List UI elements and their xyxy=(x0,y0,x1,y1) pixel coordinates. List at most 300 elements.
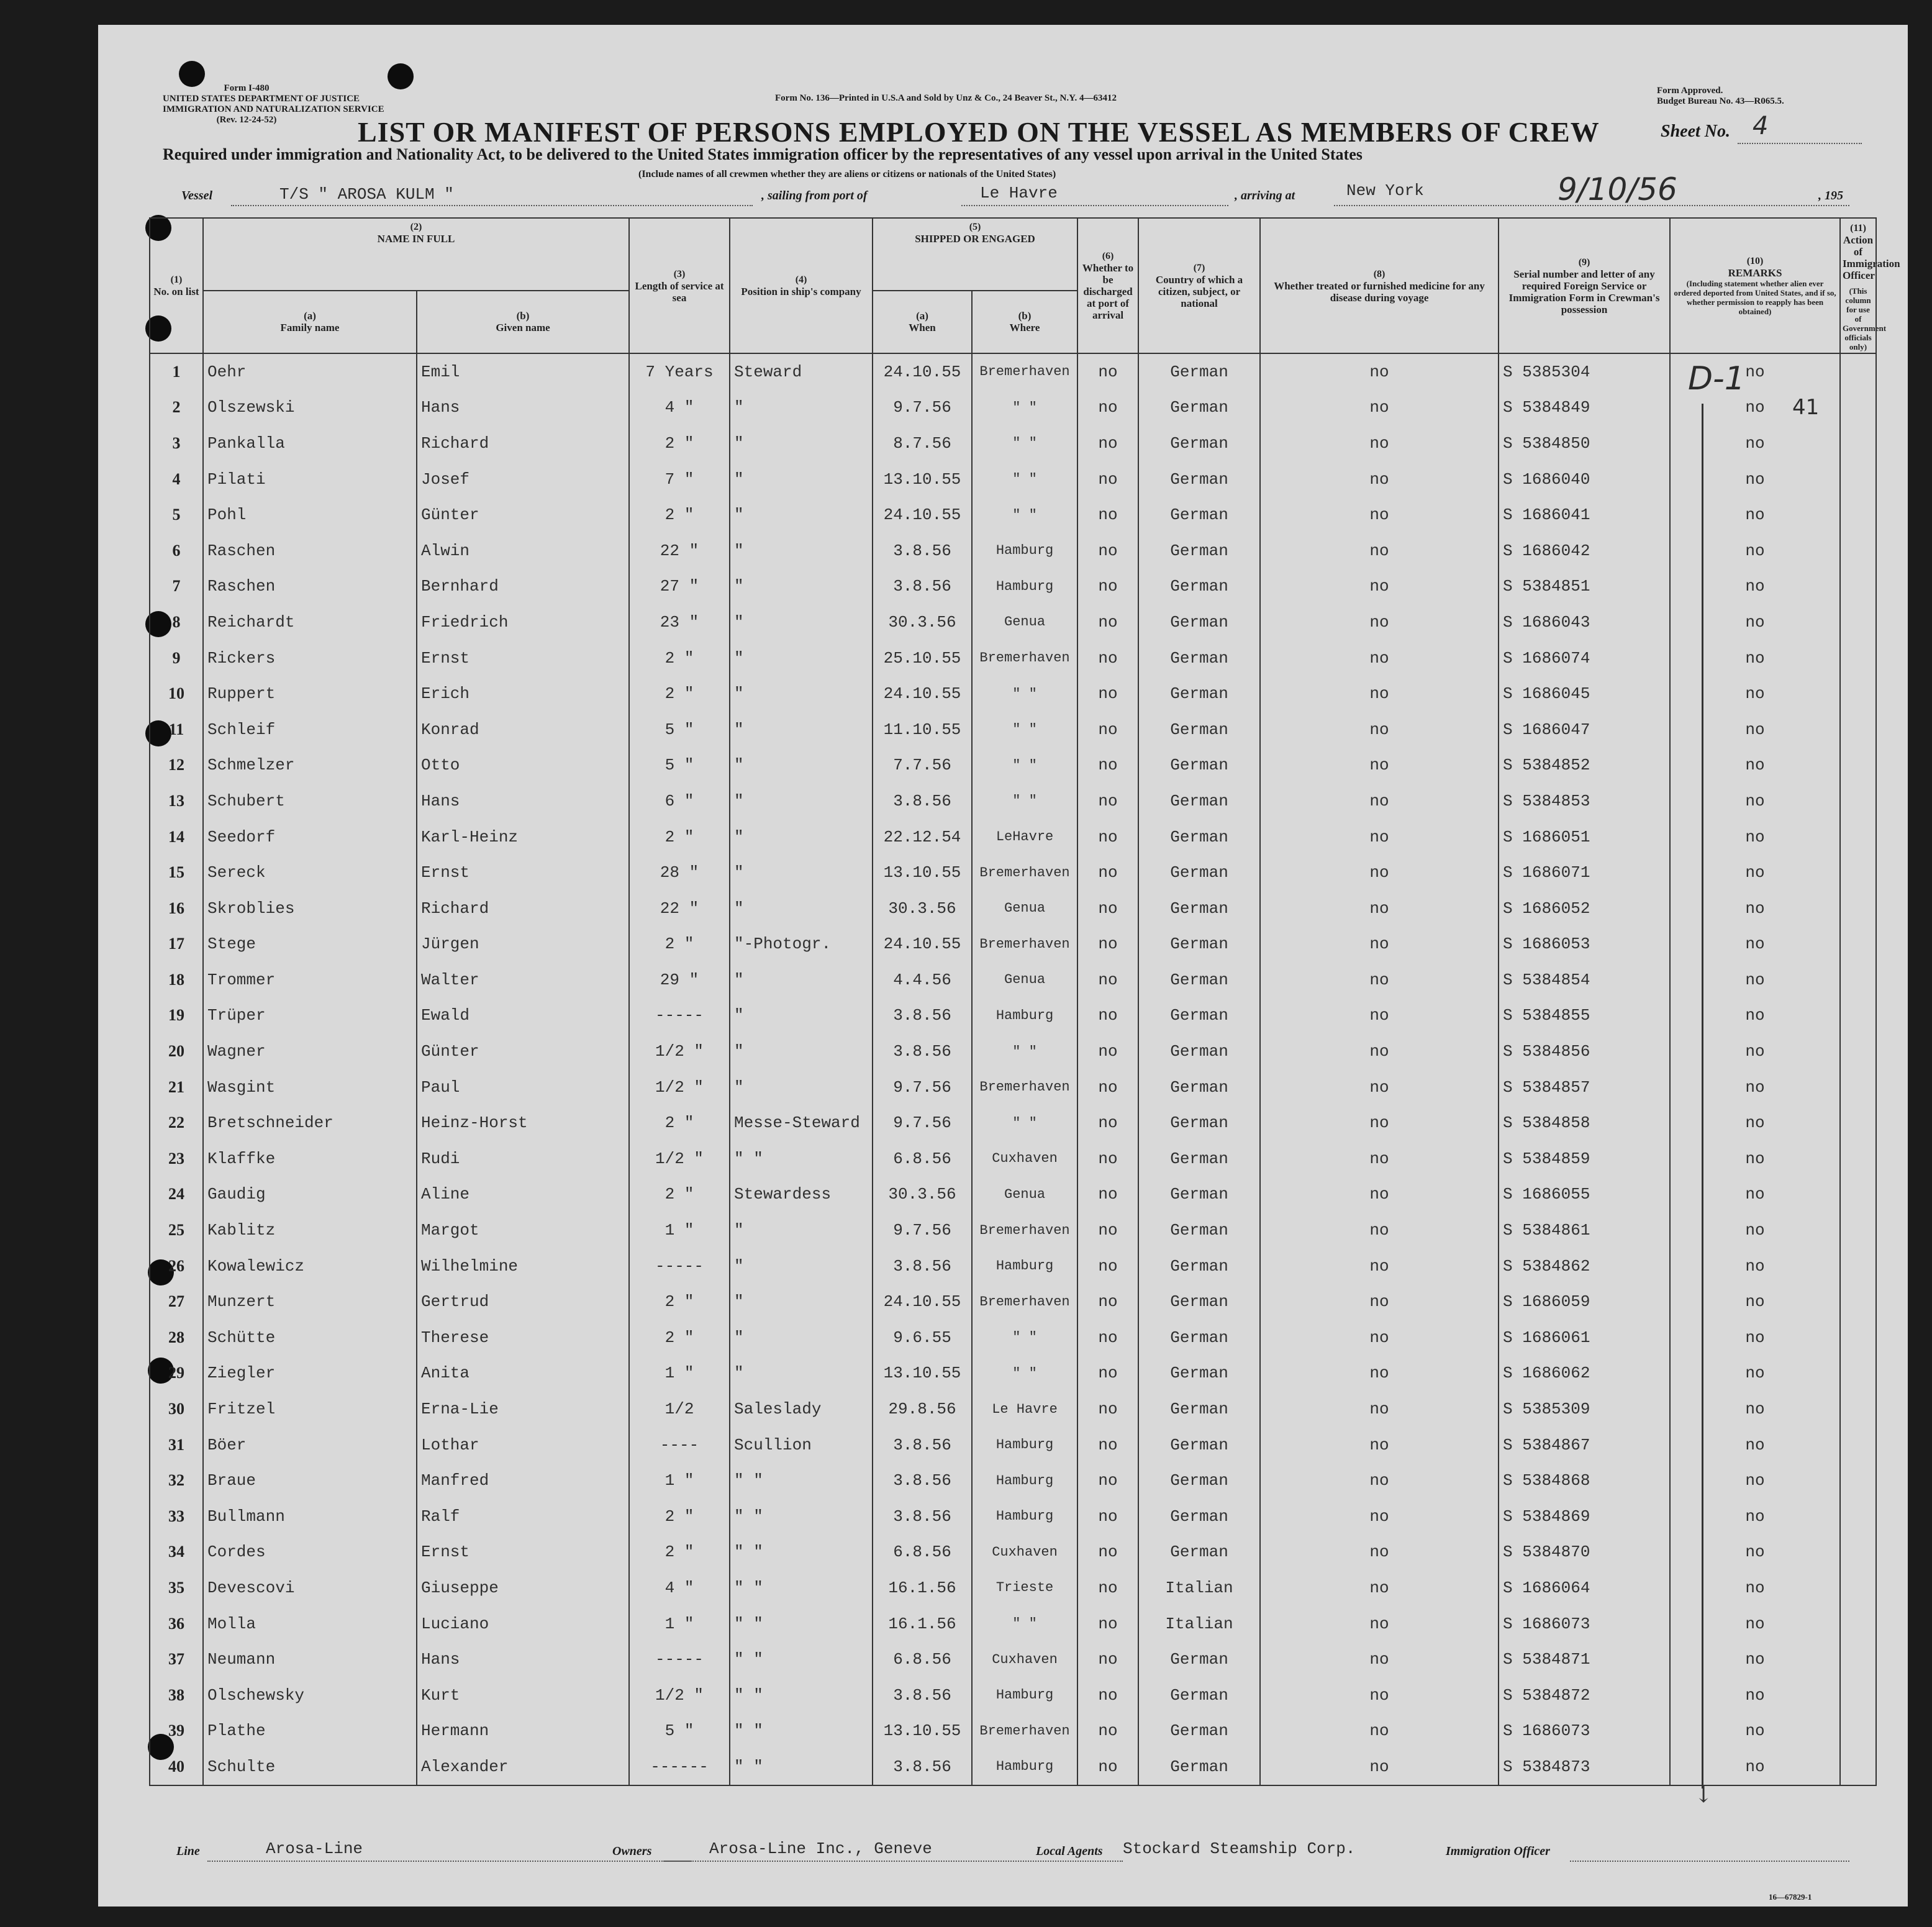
treated-cell: no xyxy=(1260,1535,1499,1571)
shipped-when-cell: 3.8.56 xyxy=(873,998,972,1034)
shipped-where-cell: " " xyxy=(972,497,1077,533)
given-name-cell: Giuseppe xyxy=(417,1570,629,1606)
remarks-cell: no xyxy=(1670,1391,1840,1427)
length-of-service-cell: 1/2 " xyxy=(629,1069,730,1105)
page-subtitle: Required under immigration and Nationality Act, to be delivered to the United States immigration officer by the representatives of any vessel upon arrival in the United States xyxy=(163,145,1363,163)
treated-cell: no xyxy=(1260,569,1499,605)
discharged-cell: no xyxy=(1077,390,1138,426)
shipped-when-cell: 13.10.55 xyxy=(873,1356,972,1392)
shipped-where-cell: Genua xyxy=(972,604,1077,640)
country-cell: German xyxy=(1138,819,1260,855)
action-cell xyxy=(1840,748,1876,784)
serial-number-cell: S 5384867 xyxy=(1499,1427,1670,1463)
remarks-cell: no xyxy=(1670,748,1840,784)
given-name-cell: Bernhard xyxy=(417,569,629,605)
length-of-service-cell: 2 " xyxy=(629,1499,730,1535)
shipped-when-cell: 3.8.56 xyxy=(873,1749,972,1785)
given-name-cell: Karl-Heinz xyxy=(417,819,629,855)
treated-cell: no xyxy=(1260,390,1499,426)
shipped-when-cell: 16.1.56 xyxy=(873,1570,972,1606)
given-name-cell: Ernst xyxy=(417,1535,629,1571)
serial-number-cell: S 5384849 xyxy=(1499,390,1670,426)
shipped-when-cell: 6.8.56 xyxy=(873,1141,972,1177)
family-name-cell: Stege xyxy=(203,927,417,963)
treated-cell: no xyxy=(1260,497,1499,533)
remarks-cell: no xyxy=(1670,855,1840,891)
shipped-where-cell: " " xyxy=(972,1320,1077,1356)
family-name-cell: Braue xyxy=(203,1462,417,1499)
shipped-when-cell: 3.8.56 xyxy=(873,1427,972,1463)
given-name-cell: Walter xyxy=(417,962,629,998)
length-of-service-cell: ----- xyxy=(629,1641,730,1677)
crew-row xyxy=(150,1499,1876,1535)
col-header-action: (11) Action of Immigration Officer (This column for use of Government officials only) xyxy=(1840,218,1876,353)
position-cell: " xyxy=(730,1212,873,1248)
crew-row xyxy=(150,425,1876,461)
length-of-service-cell: 22 " xyxy=(629,533,730,569)
family-name-cell: Skroblies xyxy=(203,891,417,927)
country-cell: German xyxy=(1138,855,1260,891)
family-name-cell: Schütte xyxy=(203,1320,417,1356)
length-of-service-cell: 7 " xyxy=(629,461,730,497)
action-cell xyxy=(1840,891,1876,927)
action-cell xyxy=(1840,1105,1876,1141)
remarks-cell: no xyxy=(1670,998,1840,1034)
discharged-cell: no xyxy=(1077,1713,1138,1749)
position-cell: " " xyxy=(730,1713,873,1749)
given-name-cell: Richard xyxy=(417,425,629,461)
treated-cell: no xyxy=(1260,1499,1499,1535)
serial-number-cell: S 5384873 xyxy=(1499,1749,1670,1785)
country-cell: German xyxy=(1138,1641,1260,1677)
crew-row-number: 37 xyxy=(150,1641,203,1677)
discharged-cell: no xyxy=(1077,1356,1138,1392)
country-cell: German xyxy=(1138,891,1260,927)
remarks-cell: no xyxy=(1670,1677,1840,1713)
country-cell: German xyxy=(1138,1069,1260,1105)
given-name-cell: Alexander xyxy=(417,1749,629,1785)
crew-row xyxy=(150,497,1876,533)
family-name-cell: Cordes xyxy=(203,1535,417,1571)
shipped-when-cell: 3.8.56 xyxy=(873,1033,972,1069)
family-name-cell: Kowalewicz xyxy=(203,1248,417,1284)
shipped-when-cell: 13.10.55 xyxy=(873,461,972,497)
crew-row-number: 20 xyxy=(150,1033,203,1069)
position-cell: " xyxy=(730,712,873,748)
family-name-cell: Klaffke xyxy=(203,1141,417,1177)
country-cell: German xyxy=(1138,497,1260,533)
family-name-cell: Fritzel xyxy=(203,1391,417,1427)
crew-row xyxy=(150,712,1876,748)
crew-row-number: 27 xyxy=(150,1284,203,1320)
crew-row xyxy=(150,1462,1876,1499)
serial-number-cell: S 5384870 xyxy=(1499,1535,1670,1571)
crew-row xyxy=(150,390,1876,426)
crew-row-number: 23 xyxy=(150,1141,203,1177)
country-cell: German xyxy=(1138,1105,1260,1141)
discharged-cell: no xyxy=(1077,569,1138,605)
crew-row-number: 34 xyxy=(150,1535,203,1571)
length-of-service-cell: 23 " xyxy=(629,604,730,640)
given-name-cell: Erna-Lie xyxy=(417,1391,629,1427)
given-name-cell: Ralf xyxy=(417,1499,629,1535)
shipped-where-cell: Hamburg xyxy=(972,533,1077,569)
treated-cell: no xyxy=(1260,1713,1499,1749)
treated-cell: no xyxy=(1260,712,1499,748)
family-name-cell: Neumann xyxy=(203,1641,417,1677)
position-cell: " xyxy=(730,783,873,819)
country-cell: German xyxy=(1138,569,1260,605)
given-name-cell: Margot xyxy=(417,1212,629,1248)
country-cell: German xyxy=(1138,1713,1260,1749)
crew-row xyxy=(150,1141,1876,1177)
position-cell: " xyxy=(730,533,873,569)
given-name-cell: Hans xyxy=(417,783,629,819)
position-cell: " xyxy=(730,891,873,927)
shipped-where-cell: Hamburg xyxy=(972,1749,1077,1785)
length-of-service-cell: 29 " xyxy=(629,962,730,998)
action-cell xyxy=(1840,1033,1876,1069)
shipped-where-cell: Trieste xyxy=(972,1570,1077,1606)
crew-row-number: 11 xyxy=(150,712,203,748)
serial-number-cell: S 1686073 xyxy=(1499,1606,1670,1642)
punch-hole xyxy=(388,63,414,89)
family-name-cell: Olschewsky xyxy=(203,1677,417,1713)
remarks-cell: no xyxy=(1670,1033,1840,1069)
crew-row-number: 16 xyxy=(150,891,203,927)
length-of-service-cell: 2 " xyxy=(629,1535,730,1571)
action-cell xyxy=(1840,1641,1876,1677)
length-of-service-cell: 2 " xyxy=(629,497,730,533)
action-cell xyxy=(1840,1570,1876,1606)
crew-table-body xyxy=(150,353,1876,1785)
crew-row-number: 13 xyxy=(150,783,203,819)
action-cell xyxy=(1840,1284,1876,1320)
given-name-cell: Gertrud xyxy=(417,1284,629,1320)
crew-row-number: 17 xyxy=(150,927,203,963)
remarks-cell: no xyxy=(1670,1284,1840,1320)
country-cell: German xyxy=(1138,604,1260,640)
crew-row xyxy=(150,1248,1876,1284)
treated-cell: no xyxy=(1260,425,1499,461)
serial-number-cell: S 1686042 xyxy=(1499,533,1670,569)
country-cell: German xyxy=(1138,640,1260,676)
discharged-cell: no xyxy=(1077,748,1138,784)
line-value: Arosa-Line xyxy=(266,1839,363,1858)
action-cell xyxy=(1840,676,1876,712)
length-of-service-cell: 5 " xyxy=(629,1713,730,1749)
serial-number-cell: S 1686040 xyxy=(1499,461,1670,497)
crew-row xyxy=(150,748,1876,784)
length-of-service-cell: 1 " xyxy=(629,1356,730,1392)
given-name-cell: Kurt xyxy=(417,1677,629,1713)
crew-row-number: 26 xyxy=(150,1248,203,1284)
serial-number-cell: S 5384852 xyxy=(1499,748,1670,784)
shipped-where-cell: " " xyxy=(972,425,1077,461)
position-cell: " xyxy=(730,425,873,461)
treated-cell: no xyxy=(1260,1212,1499,1248)
discharged-cell: no xyxy=(1077,353,1138,390)
serial-number-cell: S 1686061 xyxy=(1499,1320,1670,1356)
shipped-when-cell: 8.7.56 xyxy=(873,425,972,461)
crew-row-number: 40 xyxy=(150,1749,203,1785)
crew-row-number: 39 xyxy=(150,1713,203,1749)
crew-row xyxy=(150,1069,1876,1105)
position-cell: " xyxy=(730,748,873,784)
discharged-cell: no xyxy=(1077,1069,1138,1105)
given-name-cell: Hermann xyxy=(417,1713,629,1749)
family-name-cell: Plathe xyxy=(203,1713,417,1749)
length-of-service-cell: ------ xyxy=(629,1749,730,1785)
country-cell: German xyxy=(1138,1535,1260,1571)
serial-number-cell: S 1686064 xyxy=(1499,1570,1670,1606)
given-name-cell: Lothar xyxy=(417,1427,629,1463)
action-cell xyxy=(1840,1069,1876,1105)
position-cell: Saleslady xyxy=(730,1391,873,1427)
serial-number-cell: S 1686045 xyxy=(1499,676,1670,712)
country-cell: German xyxy=(1138,533,1260,569)
country-cell: German xyxy=(1138,461,1260,497)
country-cell: German xyxy=(1138,1677,1260,1713)
action-cell xyxy=(1840,819,1876,855)
country-cell: German xyxy=(1138,783,1260,819)
remarks-cell: no xyxy=(1670,1356,1840,1392)
action-cell xyxy=(1840,1462,1876,1499)
col-header-length: (3) Length of service at sea xyxy=(629,218,730,353)
crew-row xyxy=(150,676,1876,712)
treated-cell: no xyxy=(1260,1069,1499,1105)
serial-number-cell: S 5384851 xyxy=(1499,569,1670,605)
action-bracket-line xyxy=(1702,404,1703,1789)
crew-row-number: 12 xyxy=(150,748,203,784)
country-cell: German xyxy=(1138,425,1260,461)
crew-table xyxy=(149,217,1900,1786)
treated-cell: no xyxy=(1260,1427,1499,1463)
remarks-cell: no xyxy=(1670,353,1840,390)
shipped-when-cell: 3.8.56 xyxy=(873,569,972,605)
country-cell: Italian xyxy=(1138,1570,1260,1606)
position-cell: " xyxy=(730,640,873,676)
immigration-action-mark: D-1 xyxy=(1688,360,1745,397)
family-name-cell: Wasgint xyxy=(203,1069,417,1105)
crew-row xyxy=(150,569,1876,605)
crew-row xyxy=(150,1606,1876,1642)
arriving-label: , arriving at xyxy=(1235,189,1295,202)
vessel-name: T/S " AROSA KULM " xyxy=(279,185,454,204)
serial-number-cell: S 5384858 xyxy=(1499,1105,1670,1141)
length-of-service-cell: 1/2 " xyxy=(629,1141,730,1177)
shipped-where-cell: " " xyxy=(972,1033,1077,1069)
treated-cell: no xyxy=(1260,676,1499,712)
crew-row xyxy=(150,855,1876,891)
treated-cell: no xyxy=(1260,855,1499,891)
remarks-cell: no xyxy=(1670,1177,1840,1213)
shipped-where-cell: " " xyxy=(972,783,1077,819)
shipped-where-cell: Bremerhaven xyxy=(972,1284,1077,1320)
family-name-cell: Schleif xyxy=(203,712,417,748)
action-cell xyxy=(1840,1749,1876,1785)
given-name-cell: Anita xyxy=(417,1356,629,1392)
form-stock-number: 16—67829-1 xyxy=(1769,1892,1812,1902)
form-printer-line: Form No. 136—Printed in U.S.A and Sold by Unz & Co., 24 Beaver St., N.Y. 4—63412 xyxy=(775,93,1117,103)
sailing-from-label: , sailing from port of xyxy=(761,189,868,202)
shipped-when-cell: 4.4.56 xyxy=(873,962,972,998)
shipped-when-cell: 7.7.56 xyxy=(873,748,972,784)
family-name-cell: Devescovi xyxy=(203,1570,417,1606)
country-cell: German xyxy=(1138,1141,1260,1177)
serial-number-cell: S 1686062 xyxy=(1499,1356,1670,1392)
position-cell: " xyxy=(730,1069,873,1105)
family-name-cell: Molla xyxy=(203,1606,417,1642)
remarks-cell: no xyxy=(1670,425,1840,461)
given-name-cell: Rudi xyxy=(417,1141,629,1177)
given-name-cell: Erich xyxy=(417,676,629,712)
shipped-where-cell: " " xyxy=(972,712,1077,748)
action-bracket-arrow: ↓ xyxy=(1694,1782,1713,1808)
given-name-cell: Manfred xyxy=(417,1462,629,1499)
shipped-where-cell: Hamburg xyxy=(972,1427,1077,1463)
action-cell xyxy=(1840,712,1876,748)
crew-row-number: 25 xyxy=(150,1212,203,1248)
serial-number-cell: S 5384859 xyxy=(1499,1141,1670,1177)
shipped-when-cell: 29.8.56 xyxy=(873,1391,972,1427)
length-of-service-cell: 5 " xyxy=(629,748,730,784)
action-cell xyxy=(1840,533,1876,569)
length-of-service-cell: 2 " xyxy=(629,1177,730,1213)
shipped-when-cell: 9.7.56 xyxy=(873,1105,972,1141)
serial-number-cell: S 1686043 xyxy=(1499,604,1670,640)
crew-row-number: 28 xyxy=(150,1320,203,1356)
discharged-cell: no xyxy=(1077,676,1138,712)
given-name-cell: Konrad xyxy=(417,712,629,748)
country-cell: German xyxy=(1138,353,1260,390)
treated-cell: no xyxy=(1260,819,1499,855)
family-name-cell: Trüper xyxy=(203,998,417,1034)
treated-cell: no xyxy=(1260,962,1499,998)
country-cell: German xyxy=(1138,1499,1260,1535)
crew-row xyxy=(150,1427,1876,1463)
treated-cell: no xyxy=(1260,640,1499,676)
crew-row-number: 7 xyxy=(150,569,203,605)
action-cell xyxy=(1840,1427,1876,1463)
crew-row xyxy=(150,640,1876,676)
col-header-family-name: (a) Family name xyxy=(203,291,417,353)
shipped-when-cell: 25.10.55 xyxy=(873,640,972,676)
shipped-where-cell: Genua xyxy=(972,962,1077,998)
treated-cell: no xyxy=(1260,1033,1499,1069)
action-cell xyxy=(1840,604,1876,640)
position-cell: " xyxy=(730,1248,873,1284)
length-of-service-cell: ----- xyxy=(629,1248,730,1284)
action-cell xyxy=(1840,1212,1876,1248)
shipped-when-cell: 13.10.55 xyxy=(873,855,972,891)
year-label: , 195 xyxy=(1818,189,1843,202)
sailing-port: Le Havre xyxy=(980,184,1058,202)
discharged-cell: no xyxy=(1077,1427,1138,1463)
count-mark: 41 xyxy=(1792,395,1820,420)
family-name-cell: Munzert xyxy=(203,1284,417,1320)
length-of-service-cell: 4 " xyxy=(629,390,730,426)
shipped-when-cell: 6.8.56 xyxy=(873,1535,972,1571)
family-name-cell: Pilati xyxy=(203,461,417,497)
crew-row xyxy=(150,927,1876,963)
action-cell xyxy=(1840,1535,1876,1571)
country-cell: German xyxy=(1138,998,1260,1034)
crew-row-number: 10 xyxy=(150,676,203,712)
treated-cell: no xyxy=(1260,1570,1499,1606)
shipped-where-cell: " " xyxy=(972,748,1077,784)
treated-cell: no xyxy=(1260,891,1499,927)
serial-number-cell: S 1686041 xyxy=(1499,497,1670,533)
shipped-where-cell: " " xyxy=(972,390,1077,426)
action-cell xyxy=(1840,1141,1876,1177)
crew-row xyxy=(150,1212,1876,1248)
serial-number-cell: S 5384857 xyxy=(1499,1069,1670,1105)
country-cell: German xyxy=(1138,962,1260,998)
position-cell: " " xyxy=(730,1462,873,1499)
serial-number-cell: S 5384871 xyxy=(1499,1641,1670,1677)
crew-row-number: 30 xyxy=(150,1391,203,1427)
given-name-cell: Günter xyxy=(417,1033,629,1069)
shipped-where-cell: Hamburg xyxy=(972,569,1077,605)
length-of-service-cell: 4 " xyxy=(629,1570,730,1606)
shipped-when-cell: 3.8.56 xyxy=(873,533,972,569)
position-cell: " xyxy=(730,1033,873,1069)
action-cell xyxy=(1840,1320,1876,1356)
action-cell xyxy=(1840,927,1876,963)
action-cell xyxy=(1840,1499,1876,1535)
length-of-service-cell: 1/2 " xyxy=(629,1677,730,1713)
family-name-cell: Trommer xyxy=(203,962,417,998)
discharged-cell: no xyxy=(1077,1606,1138,1642)
shipped-when-cell: 30.3.56 xyxy=(873,604,972,640)
position-cell: " xyxy=(730,390,873,426)
col-header-country: (7) Country of which a citizen, subject, or national xyxy=(1138,218,1260,353)
discharged-cell: no xyxy=(1077,461,1138,497)
discharged-cell: no xyxy=(1077,1320,1138,1356)
shipped-when-cell: 3.8.56 xyxy=(873,783,972,819)
treated-cell: no xyxy=(1260,1749,1499,1785)
position-cell: " xyxy=(730,1356,873,1392)
remarks-cell: no xyxy=(1670,783,1840,819)
discharged-cell: no xyxy=(1077,604,1138,640)
crew-row-number: 36 xyxy=(150,1606,203,1642)
serial-number-cell: S 5384861 xyxy=(1499,1212,1670,1248)
shipped-where-cell: Hamburg xyxy=(972,1248,1077,1284)
treated-cell: no xyxy=(1260,1248,1499,1284)
position-cell: " xyxy=(730,1284,873,1320)
position-cell: " xyxy=(730,461,873,497)
discharged-cell: no xyxy=(1077,1105,1138,1141)
family-name-cell: Olszewski xyxy=(203,390,417,426)
shipped-when-cell: 24.10.55 xyxy=(873,353,972,390)
shipped-when-cell: 30.3.56 xyxy=(873,1177,972,1213)
family-name-cell: Seedorf xyxy=(203,819,417,855)
remarks-cell: no xyxy=(1670,1069,1840,1105)
shipped-where-cell: Bremerhaven xyxy=(972,353,1077,390)
family-name-cell: Gaudig xyxy=(203,1177,417,1213)
serial-number-cell: S 1686059 xyxy=(1499,1284,1670,1320)
position-cell: " xyxy=(730,819,873,855)
remarks-cell: no xyxy=(1670,1427,1840,1463)
shipped-where-cell: Bremerhaven xyxy=(972,927,1077,963)
action-cell xyxy=(1840,1391,1876,1427)
position-cell: " " xyxy=(730,1677,873,1713)
length-of-service-cell: 2 " xyxy=(629,819,730,855)
position-cell: " " xyxy=(730,1641,873,1677)
position-cell: " xyxy=(730,676,873,712)
shipped-when-cell: 9.7.56 xyxy=(873,390,972,426)
